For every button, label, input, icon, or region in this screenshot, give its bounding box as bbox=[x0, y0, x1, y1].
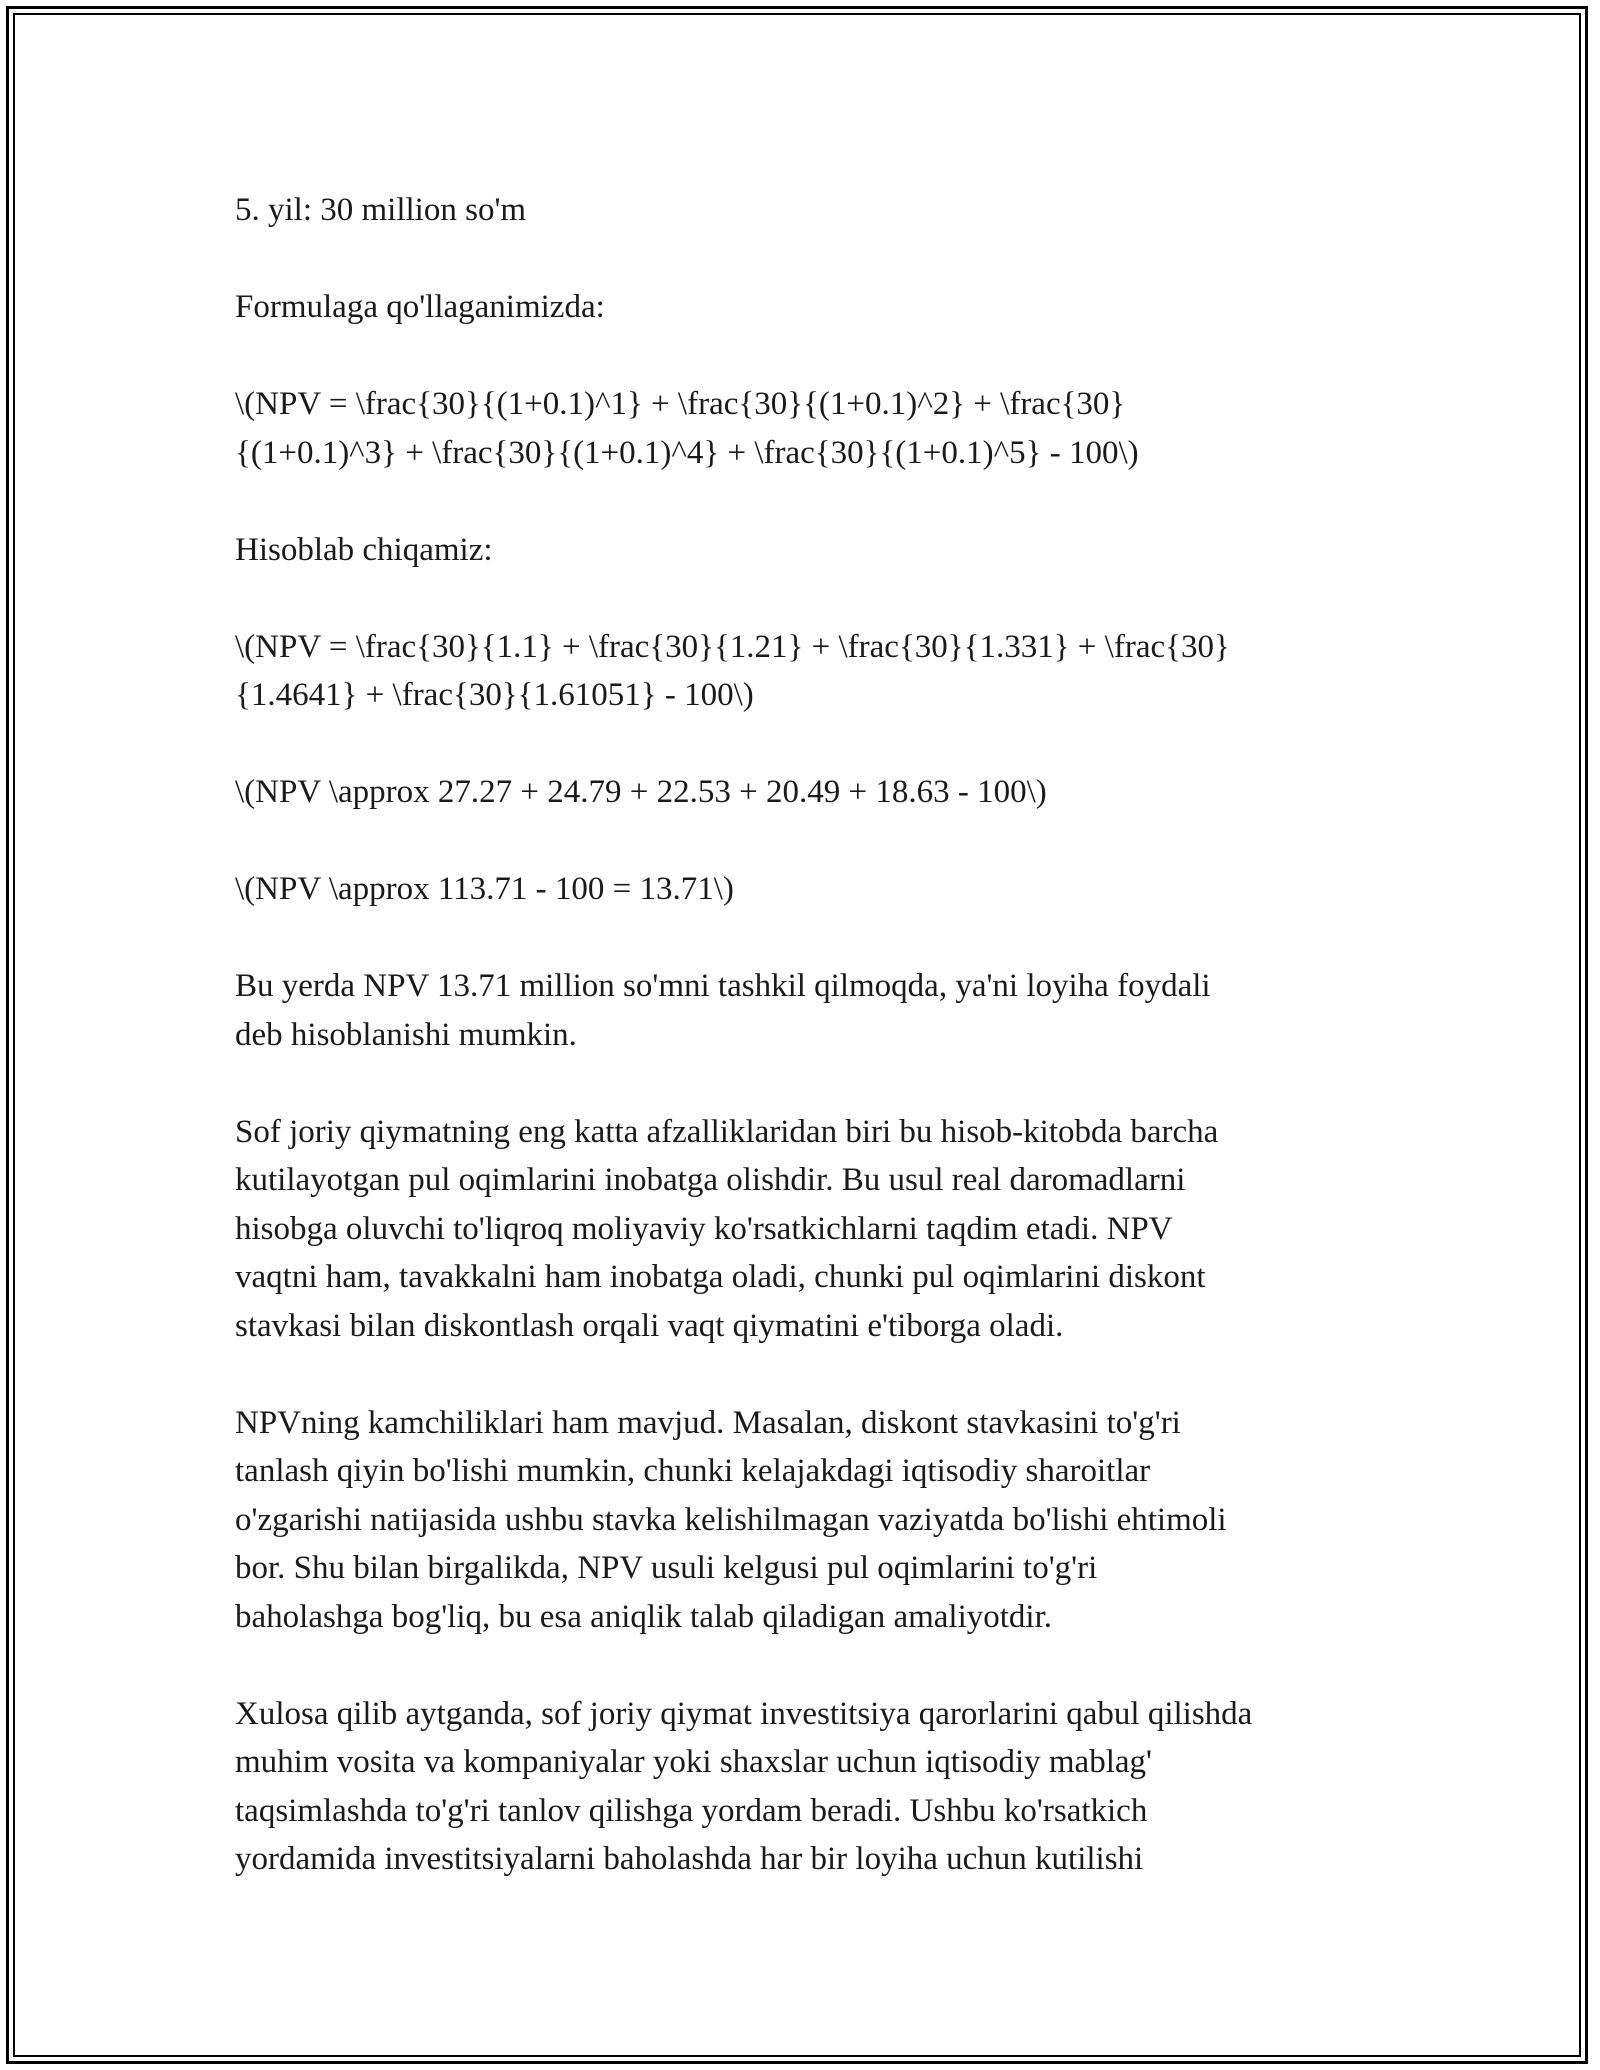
calculation-intro: Hisoblab chiqamiz: bbox=[235, 531, 493, 568]
document-body bbox=[235, 186, 1375, 1932]
formula-intro: Formulaga qo'llaganimizda: bbox=[235, 289, 605, 325]
npv-advantages-paragraph: Sof joriy qiymatning eng katta afzalliklaridan biri bu hisob-kitobda barcha kutilayotgan pul oqimlarini inobatga olishdir. Bu usul real daromadlarni hisobga oluvchi to'liqroq moliyaviy ko'rsatkichlarni taqdim etadi. NPV vaqtni ham, tavakkalni ham inobatga oladi, chunki pul oqimlarini diskont stavkasi bilan diskontlash orqali vaqt qiymatini e'tiborga oladi. bbox=[235, 1113, 1219, 1344]
npv-conclusion-paragraph: Bu yerda NPV 13.71 million so'mni tashkil qilmoqda, ya'ni loyiha foydali deb hisoblanishi mumkin. bbox=[235, 968, 1211, 1053]
npv-disadvantages-paragraph: NPVning kamchiliklari ham mavjud. Masalan, diskont stavkasini to'g'ri tanlash qiyin bo'lishi mumkin, chunki kelajakdagi iqtisodiy sharoitlar o'zgarishi natijasida ushbu stavka kelishilmagan vaziyatda bo'lishi ehtimoli bor. Shu bilan birgalikda, NPV usuli kelgusi pul oqimlarini to'g'ri baholashga bog'liq, bu esa aniqlik talab qiladigan amaliyotdir. bbox=[235, 1404, 1227, 1635]
npv-approx-sum: \(NPV \approx 27.27 + 24.79 + 22.53 + 20.49 + 18.63 - 100\) bbox=[235, 774, 1047, 810]
npv-result: \(NPV \approx 113.71 - 100 = 13.71\) bbox=[235, 871, 734, 907]
npv-formula: \(NPV = \frac{30}{(1+0.1)^1} + \frac{30}{(1+0.1)^2} + \frac{30} {(1+0.1)^3} + \frac{30}{(1+0.1)^4} + \frac{30}{(1+0.1)^5} - 100\) bbox=[235, 386, 1139, 471]
summary-paragraph: Xulosa qilib aytganda, sof joriy qiymat investitsiya qarorlarini qabul qilishda muhim vosita va kompaniyalar yoki shaxslar uchun iqtisodiy mablag' taqsimlashda to'g'ri tanlov qilishga yordam beradi. Ushbu ko'rsatkich yordamida investitsiyalarni baholashda har bir loyiha uchun kutilishi bbox=[235, 1695, 1253, 1877]
year-5-cashflow: 5. yil: 30 million so'm bbox=[235, 192, 527, 228]
npv-discounted-formula: \(NPV = \frac{30}{1.1} + \frac{30}{1.21} + \frac{30}{1.331} + \frac{30} {1.4641} + \frac{30}{1.61051} - 100\) bbox=[235, 628, 1230, 713]
